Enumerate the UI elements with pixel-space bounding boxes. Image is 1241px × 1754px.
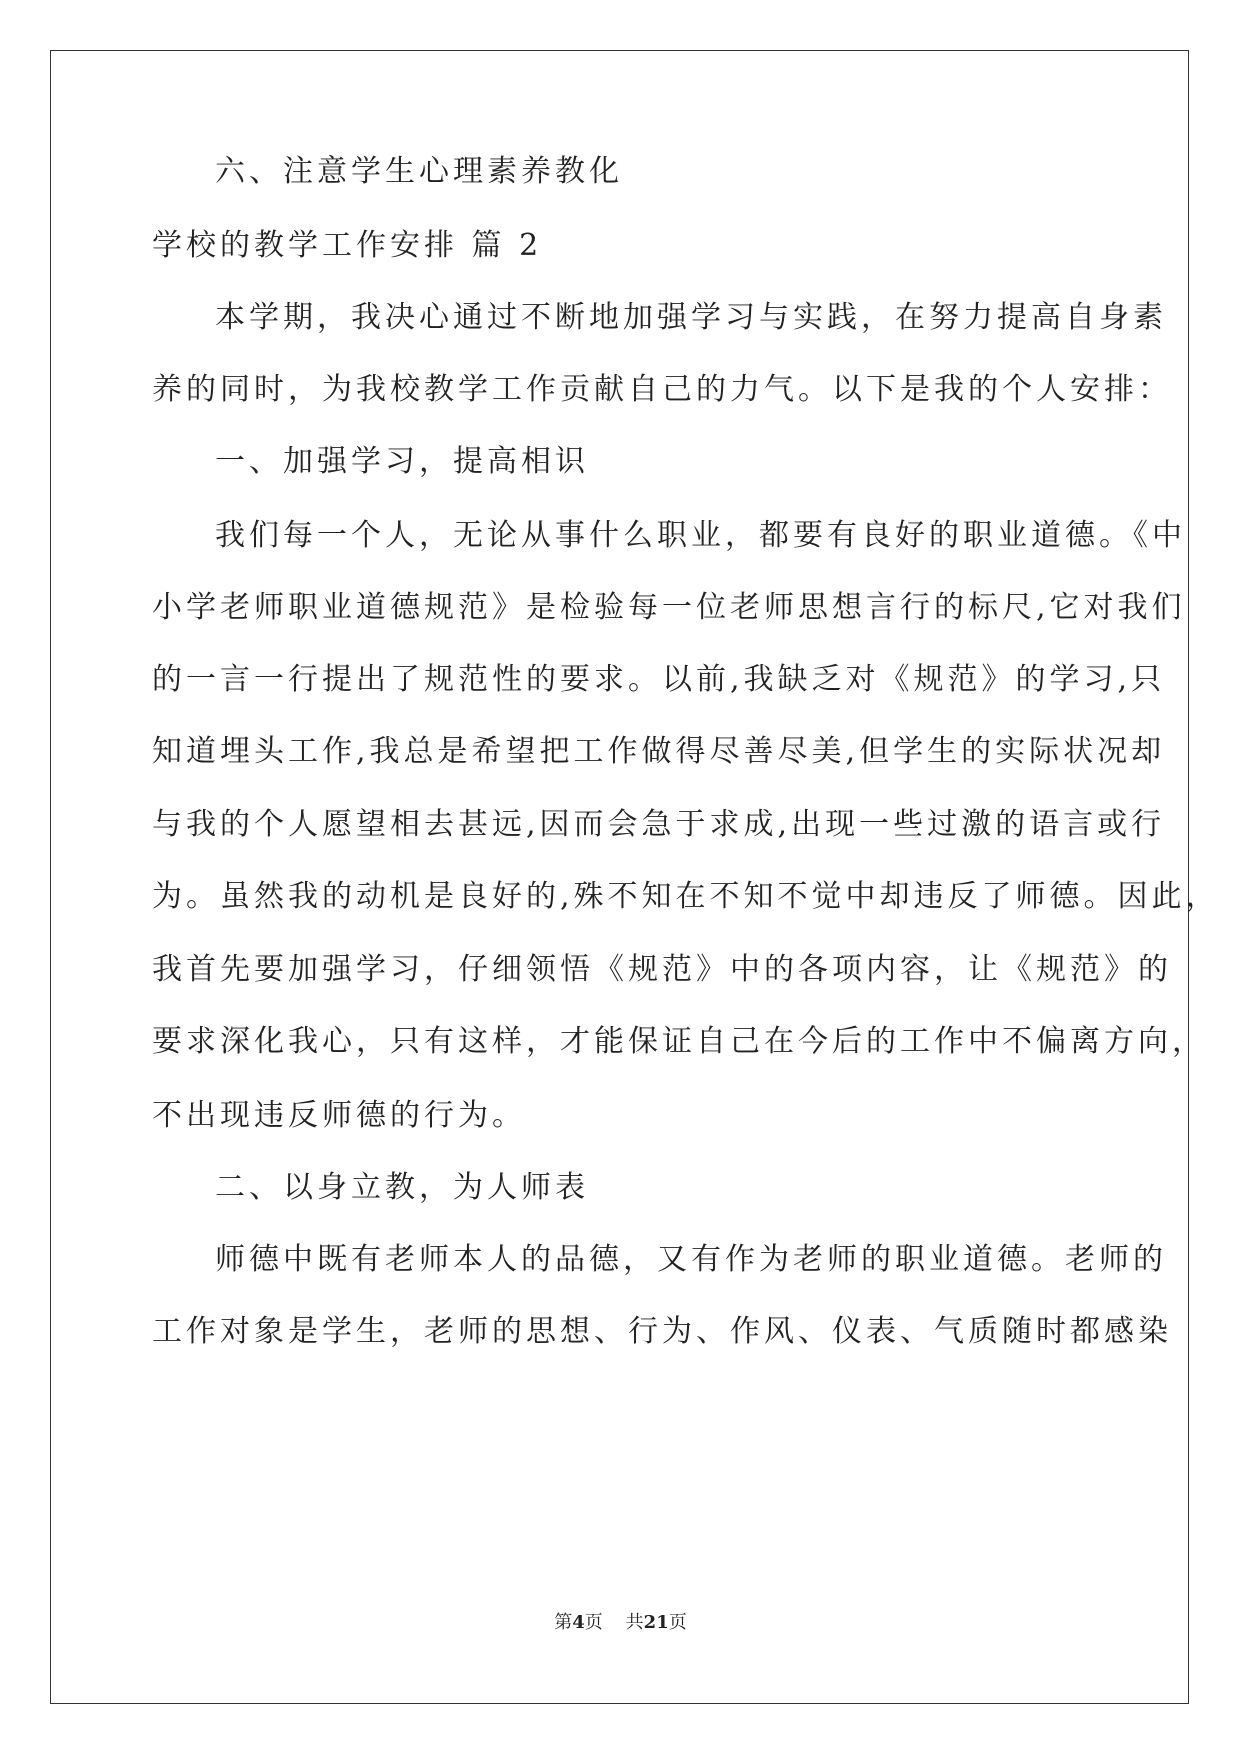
paragraph-line: 师德中既有老师本人的品德，又有作为老师的职业道德。老师的: [215, 1242, 1167, 1277]
section-heading-1: 一、加强学习，提高相识: [215, 444, 589, 479]
paragraph-line: 的一言一行提出了规范性的要求。以前,我缺乏对《规范》的学习,只: [152, 662, 1166, 697]
current-page-number: 4: [572, 1612, 585, 1633]
footer-suffix: 页: [668, 1612, 687, 1633]
paragraph-line: 本学期，我决心通过不断地加强学习与实践，在努力提高自身素: [215, 300, 1167, 335]
footer-mid: 页 共: [584, 1612, 644, 1633]
paragraph-line: 小学老师职业道德规范》是检验每一位老师思想言行的标尺,它对我们: [152, 590, 1186, 625]
section-heading-6: 六、注意学生心理素养教化: [215, 154, 623, 189]
paragraph-line: 养的同时，为我校教学工作贡献自己的力气。以下是我的个人安排：: [152, 372, 1172, 407]
section-heading-2: 二、以身立教，为人师表: [215, 1170, 589, 1205]
paragraph-line: 我们每一个人，无论从事什么职业，都要有良好的职业道德。《中: [215, 518, 1186, 553]
page-footer: [0, 1608, 1241, 1634]
paragraph-line: 知道埋头工作,我总是希望把工作做得尽善尽美,但学生的实际状况却: [152, 734, 1166, 769]
paragraph-line: 要求深化我心，只有这样，才能保证自己在今后的工作中不偏离方向，: [152, 1024, 1206, 1059]
total-pages-number: 21: [643, 1612, 669, 1633]
paragraph-line: 工作对象是学生，老师的思想、行为、作风、仪表、气质随时都感染: [152, 1314, 1172, 1349]
paragraph-line: 为。虽然我的动机是良好的,殊不知在不知不觉中却违反了师德。因此，: [152, 879, 1220, 914]
article-title: 学校的教学工作安排 篇 2: [152, 228, 543, 263]
paragraph-line: 我首先要加强学习，仔细领悟《规范》中的各项内容，让《规范》的: [152, 952, 1172, 987]
footer-prefix: 第: [554, 1612, 573, 1633]
paragraph-line: 与我的个人愿望相去甚远,因而会急于求成,出现一些过激的语言或行: [152, 807, 1166, 842]
paragraph-line: 不出现违反师德的行为。: [152, 1098, 526, 1133]
